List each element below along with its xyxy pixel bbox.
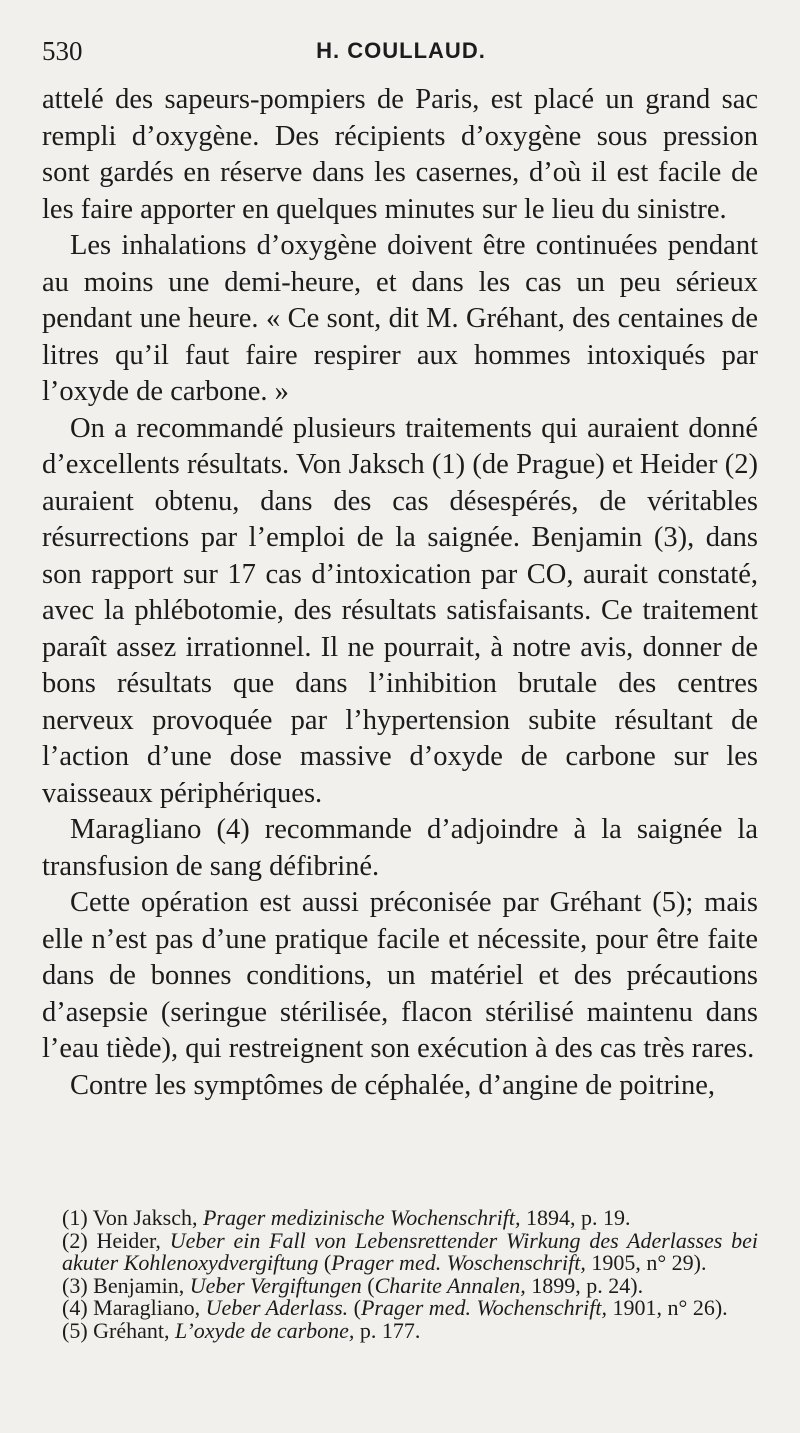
footnote (42, 1207, 758, 1230)
footnote-title: Prager medizinische Wochenschrift, (202, 1205, 521, 1230)
body-text (42, 82, 758, 1104)
footnote (42, 1297, 758, 1320)
footnote-number: (2) (62, 1227, 88, 1253)
footnote-rest: 1905, n° 29). (591, 1250, 707, 1275)
paragraph: On a recommandé plusieurs traitements qui auraient donné d’excellents résultats. Von Jaksch (1) (de Prague) et Heider (2) auraient obtenu, dans des cas désespérés, de véritables résurrections par l’emploi de la saignée. Benjamin (3), dans son rapport sur 17 cas d’intoxication par CO, aurait constaté, avec la phlébotomie, des résultats satisfaisants. Ce traitement paraît assez irrationnel. Il ne pourrait, à notre avis, donner de bons résultats que dans l’inhibition brutale des centres nerveux provoquée par l’hypertension subite résultant de l’action d’une dose massive d’oxyde de carbone sur les vaisseaux périphériques. (42, 412, 758, 809)
page-header (42, 36, 760, 76)
footnote-title: Ueber Aderlass. (205, 1295, 349, 1320)
footnote-number: (4) (62, 1295, 88, 1320)
paragraph: Contre les symptômes de céphalée, d’angine de poitrine, (70, 1069, 716, 1101)
footnote-title: Ueber ein Fall von Lebensrettender Wirkung des Aderlasses bei akuter Kohlenoxydvergiftung (62, 1227, 759, 1275)
footnote-title: Charite Annalen, (374, 1272, 526, 1298)
running-head: H. COULLAUD. (316, 38, 486, 63)
footnote-number: (1) (62, 1205, 88, 1230)
footnote-number: (5) (62, 1317, 88, 1343)
footnote-title: Ueber Vergiftungen (189, 1272, 362, 1298)
footnote-author: Maragliano, (93, 1295, 201, 1320)
footnotes (42, 1207, 758, 1342)
footnote (42, 1317, 758, 1343)
paragraph: Maragliano (4) recommande d’adjoindre à la saignée la transfusion de sang défibriné. (42, 814, 758, 882)
page-number: 530 (42, 36, 83, 66)
footnote-number: (3) (62, 1272, 88, 1298)
footnote-author: Von Jaksch, (92, 1205, 198, 1230)
footnote-title: Prager med. Wochenschrift, (360, 1295, 608, 1320)
footnote-rest: p. 177. (359, 1317, 421, 1343)
footnote-rest: ( (367, 1272, 375, 1298)
footnote-author: Heider, (96, 1227, 161, 1253)
footnote-title: L’oxyde de carbone, (175, 1317, 355, 1343)
footnote-title: Prager med. Woschenschrift, (331, 1250, 586, 1275)
footnote-author: Benjamin, (93, 1272, 185, 1298)
footnote-rest: ( (353, 1295, 361, 1320)
footnote-rest: 1894, p. 19. (526, 1205, 631, 1230)
footnote (42, 1227, 759, 1275)
paragraph: Cette opération est aussi préconisée par Gréhant (5); mais elle n’est pas d’une pratique facile et nécessite, pour être faite dans de bonnes conditions, un matériel et des précautions d’asepsie (seringue stérilisée, flacon stérilisé maintenu dans l’eau tiède), qui restreignent son exécution à des cas très rares. (42, 887, 758, 1064)
paragraph: attelé des sapeurs-pompiers de Paris, est placé un grand sac rempli d’oxygène. Des récipients d’oxygène sous pression sont gardés en réserve dans les casernes, d’où il est facile de les faire apporter en quelques minutes sur le lieu du sinistre. (42, 84, 758, 225)
footnote-rest: 1899, p. 24). (531, 1272, 644, 1298)
footnote-rest: 1901, n° 26). (612, 1295, 728, 1320)
paragraph: Les inhalations d’oxygène doivent être continuées pendant au moins une demi-heure, et dans les cas un peu sérieux pendant une heure. « Ce sont, dit M. Gréhant, des centaines de litres qu’il faut faire respirer aux hommes intoxiqués par l’oxyde de carbone. » (42, 230, 758, 407)
footnote (42, 1272, 758, 1298)
footnote-author: Gréhant, (93, 1317, 170, 1343)
footnote-rest: ( (323, 1250, 332, 1275)
